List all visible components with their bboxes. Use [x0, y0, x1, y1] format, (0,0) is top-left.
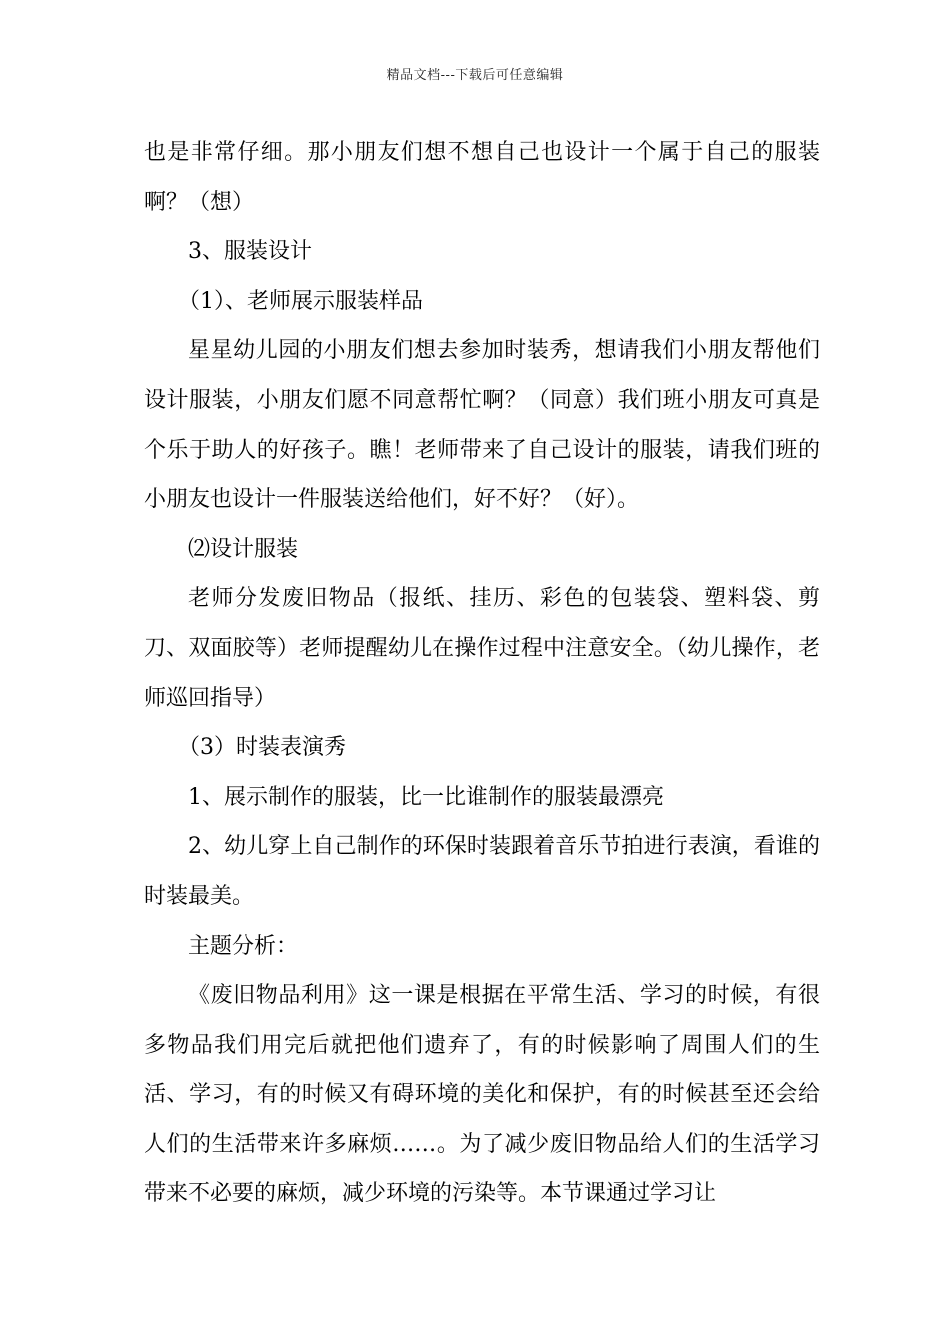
- list-item-perform: 2、幼儿穿上自己制作的环保时装跟着音乐节拍进行表演，看谁的时装最美。: [144, 834, 820, 909]
- paragraph-continuation: 也是非常仔细。那小朋友们想不想自己也设计一个属于自己的服装啊？（想）: [144, 140, 820, 215]
- document-body: [144, 128, 820, 1219]
- list-item-show-costume: 1、展示制作的服装，比一比谁制作的服装最漂亮: [188, 784, 664, 810]
- paragraph-theme-analysis: 《废旧物品利用》这一课是根据在平常生活、学习的时候，有很多物品我们用完后就把他们遗弃了，有的时候影响了周围人们的生活、学习，有的时候又有碍环境的美化和保护，有的时候甚至还会给人们的生活带来许多麻烦……。为了减少废旧物品给人们的生活学习带来不必要的麻烦，减少环境的污染等。本节课通过学习让: [144, 983, 820, 1207]
- paragraph-materials: 老师分发废旧物品（报纸、挂历、彩色的包装袋、塑料袋、剪刀、双面胶等）老师提醒幼儿在操作过程中注意安全。（幼儿操作，老师巡回指导）: [144, 586, 820, 711]
- subheading-fashion-show: （3）时装表演秀: [178, 735, 346, 761]
- subheading-sample-display: （1）、老师展示服装样品: [178, 288, 423, 314]
- page-header: 精品文档---下载后可任意编辑: [386, 68, 564, 83]
- paragraph-fashion-show-intro: 星星幼儿园的小朋友们想去参加时装秀，想请我们小朋友帮他们设计服装，小朋友们愿不同意帮忙啊？（同意）我们班小朋友可真是个乐于助人的好孩子。瞧！老师带来了自己设计的服装，请我们班的小朋友也设计一件服装送给他们，好不好？（好）。: [144, 338, 820, 513]
- subheading-design-costume: ⑵设计服装: [188, 536, 299, 562]
- heading-theme-analysis: 主题分析：: [188, 933, 299, 959]
- section-heading-costume-design: 3、服装设计: [188, 239, 312, 265]
